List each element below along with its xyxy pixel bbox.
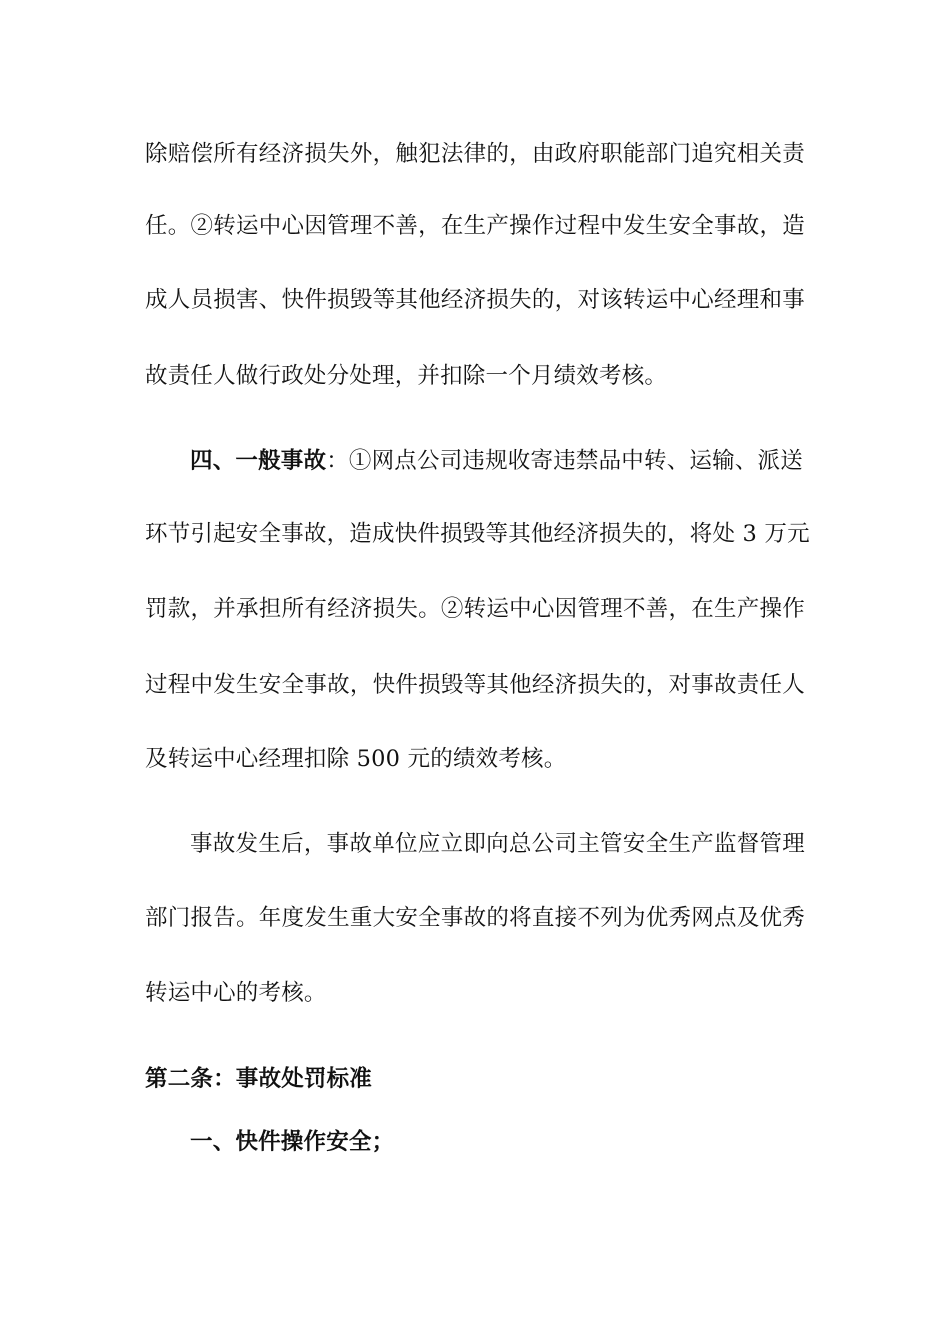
paragraph-line: 成人员损害、快件损毁等其他经济损失的，对该转运中心经理和事 — [145, 287, 805, 313]
paragraph-line: 及转运中心经理扣除 500 元的绩效考核。 — [145, 746, 567, 772]
paragraph-line: 过程中发生安全事故，快件损毁等其他经济损失的，对事故责任人 — [145, 672, 805, 698]
paragraph-line: 任。②转运中心因管理不善，在生产操作过程中发生安全事故，造 — [145, 213, 805, 239]
paragraph-line: 转运中心的考核。 — [145, 980, 327, 1006]
paragraph-line: 事故发生后，事故单位应立即向总公司主管安全生产监督管理 — [190, 831, 805, 857]
section-4-first-line — [190, 446, 805, 476]
paragraph-line: 部门报告。年度发生重大安全事故的将直接不列为优秀网点及优秀 — [145, 905, 805, 931]
paragraph-line: 罚款，并承担所有经济损失。②转运中心因管理不善，在生产操作 — [145, 596, 805, 622]
paragraph-line: 故责任人做行政处分处理，并扣除一个月绩效考核。 — [145, 363, 668, 389]
article-2-title: 第二条：事故处罚标准 — [145, 1066, 373, 1092]
article-2-item-1: 一、快件操作安全； — [190, 1129, 395, 1155]
paragraph-line: 环节引起安全事故，造成快件损毁等其他经济损失的，将处 3 万元 — [145, 521, 810, 547]
section-4-first-line-text: ：①网点公司违规收寄违禁品中转、运输、派送 — [326, 448, 803, 474]
section-4-heading: 四、一般事故 — [190, 448, 327, 474]
paragraph-line: 除赔偿所有经济损失外，触犯法律的，由政府职能部门追究相关责 — [145, 141, 805, 167]
